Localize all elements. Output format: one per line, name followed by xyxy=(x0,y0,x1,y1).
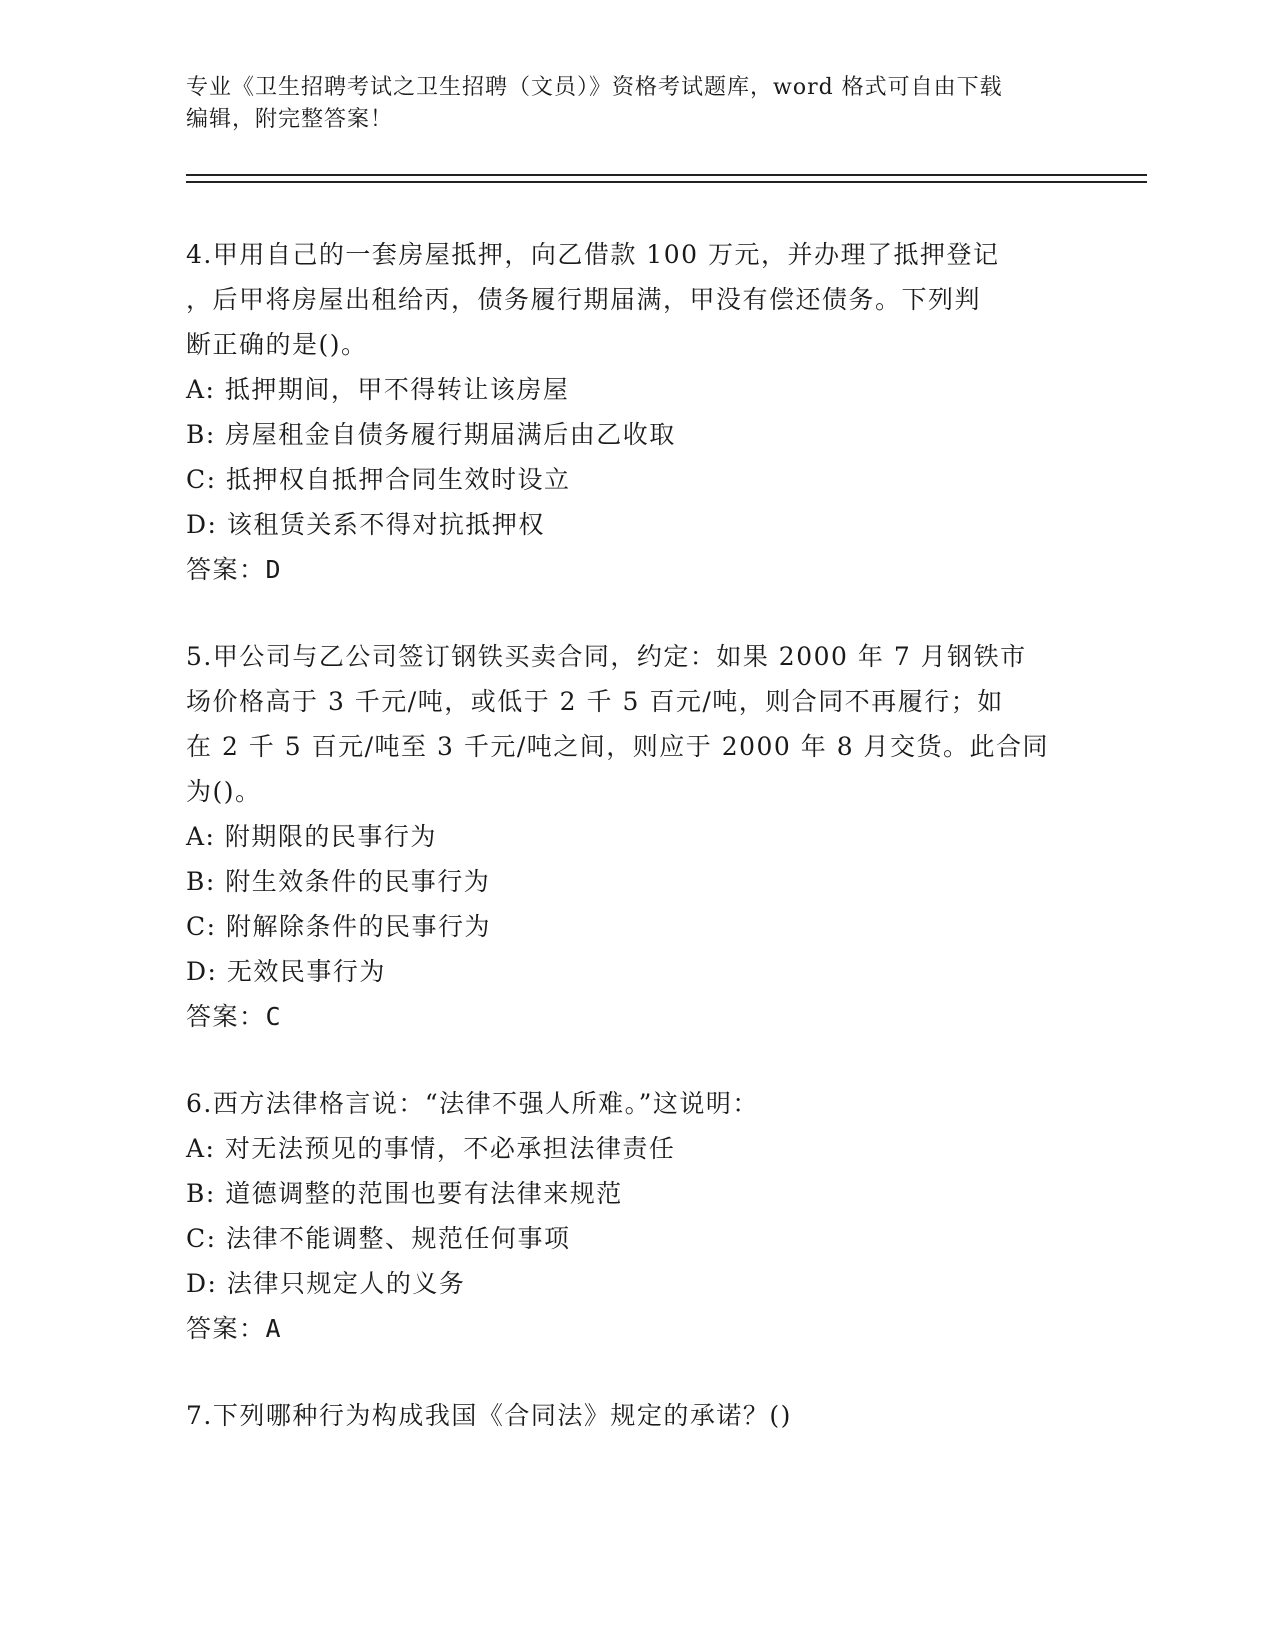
answer-label: 答案： xyxy=(186,555,266,584)
question-stem-line: 断正确的是()。 xyxy=(186,330,368,359)
answer-option: B: 房屋租金自债务履行期届满后由乙收取 xyxy=(186,420,676,449)
question-block xyxy=(186,634,1086,1039)
question-stem-line: 4.甲用自己的一套房屋抵押，向乙借款 100 万元，并办理了抵押登记 xyxy=(186,240,1000,269)
answer-option: A: 抵押期间，甲不得转让该房屋 xyxy=(186,375,570,404)
header-line-1: 专业《卫生招聘考试之卫生招聘（文员）》资格考试题库，word 格式可自由下载 xyxy=(186,75,1003,100)
answer-value: D xyxy=(265,555,283,584)
answer-option: C: 附解除条件的民事行为 xyxy=(186,912,491,941)
answer-option: D: 无效民事行为 xyxy=(186,957,386,986)
question-stem-line: ，后甲将房屋出租给丙，债务履行期届满，甲没有偿还债务。下列判 xyxy=(186,285,982,314)
answer-option: A: 对无法预见的事情，不必承担法律责任 xyxy=(186,1134,676,1163)
answer-label: 答案： xyxy=(186,1314,266,1343)
answer-label: 答案： xyxy=(186,1002,266,1031)
answer-option: A: 附期限的民事行为 xyxy=(186,822,437,851)
answer-option: B: 附生效条件的民事行为 xyxy=(186,867,491,896)
question-stem-line: 在 2 千 5 百元/吨至 3 千元/吨之间，则应于 2000 年 8 月交货。此合同 xyxy=(186,732,1050,761)
question-stem-line: 5.甲公司与乙公司签订钢铁买卖合同，约定：如果 2000 年 7 月钢铁市 xyxy=(186,642,1027,671)
question-list xyxy=(186,232,1086,1480)
answer-line xyxy=(186,994,1086,1039)
answer-option: C: 抵押权自抵押合同生效时设立 xyxy=(186,465,571,494)
question-stem-line: 7.下列哪种行为构成我国《合同法》规定的承诺？() xyxy=(186,1401,792,1430)
answer-option: B: 道德调整的范围也要有法律来规范 xyxy=(186,1179,623,1208)
question-stem-line: 6.西方法律格言说：“法律不强人所难。”这说明： xyxy=(186,1089,759,1118)
answer-value: C xyxy=(265,1002,283,1031)
header-line-2: 编辑，附完整答案！ xyxy=(186,107,394,132)
answer-line xyxy=(186,547,1086,592)
question-stem-line: 为()。 xyxy=(186,777,262,806)
question-block xyxy=(186,232,1086,592)
document-header xyxy=(186,72,1086,136)
answer-line xyxy=(186,1306,1086,1351)
answer-option: C: 法律不能调整、规范任何事项 xyxy=(186,1224,571,1253)
question-block xyxy=(186,1081,1086,1351)
question-block xyxy=(186,1393,1086,1438)
question-stem-line: 场价格高于 3 千元/吨，或低于 2 千 5 百元/吨，则合同不再履行；如 xyxy=(186,687,1004,716)
answer-option: D: 法律只规定人的义务 xyxy=(186,1269,466,1298)
answer-value: A xyxy=(265,1314,283,1343)
header-divider-bottom xyxy=(186,181,1147,183)
answer-option: D: 该租赁关系不得对抗抵押权 xyxy=(186,510,545,539)
header-divider-top xyxy=(186,174,1147,176)
